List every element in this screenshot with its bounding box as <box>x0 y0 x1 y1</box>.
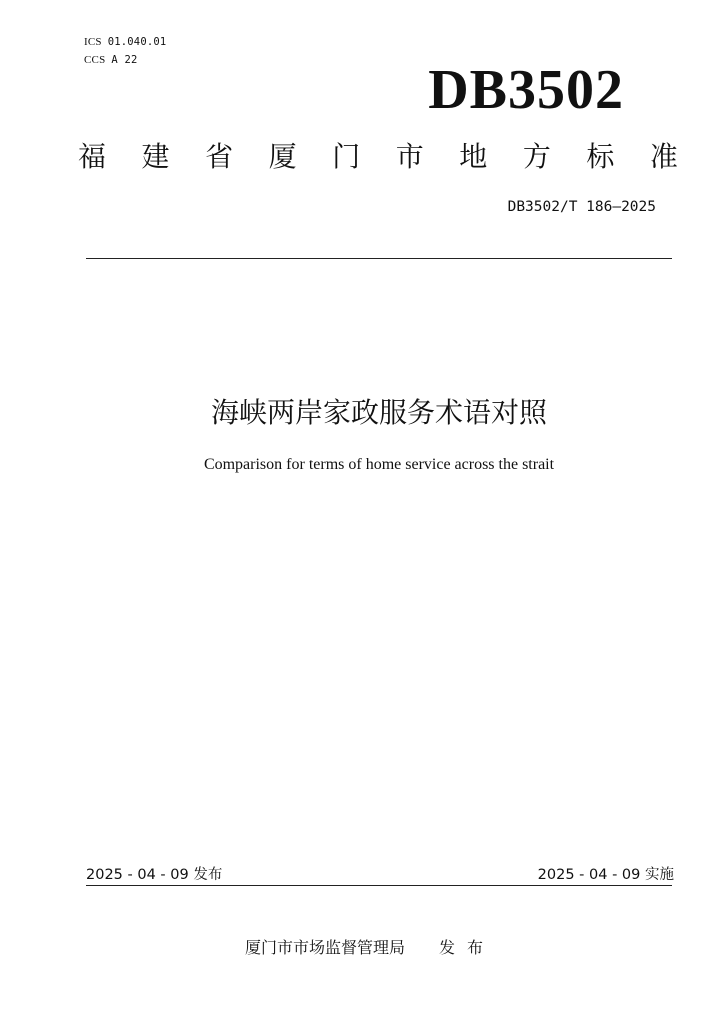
ics-value: 01.040.01 <box>107 36 167 48</box>
bottom-divider <box>86 885 672 886</box>
db-logo: DB3502 <box>428 59 624 121</box>
standard-number: DB3502/T 186—2025 <box>507 199 656 215</box>
standard-category <box>78 137 678 177</box>
document-title-chinese: 海峡两岸家政服务术语对照 <box>210 396 547 429</box>
category-char: 标 <box>586 140 615 173</box>
ics-code <box>84 36 166 48</box>
ccs-label: CCS <box>84 54 106 66</box>
ics-label: ICS <box>84 36 102 48</box>
issue-date: 2025 - 04 - 09 发布 <box>86 867 223 883</box>
category-char: 厦 <box>268 140 297 173</box>
implementation-date: 2025 - 04 - 09 实施 <box>537 867 674 883</box>
category-char: 准 <box>649 140 678 173</box>
ccs-value: A 22 <box>111 54 138 66</box>
ccs-code <box>84 54 138 66</box>
category-char: 福 <box>78 140 107 173</box>
publish-action: 发布 <box>439 938 496 957</box>
category-char: 市 <box>395 140 424 173</box>
category-char: 方 <box>522 140 551 173</box>
top-divider <box>86 258 672 259</box>
document-title-english: Comparison for terms of home service across the strait <box>203 456 555 473</box>
publisher-organization: 厦门市市场监督管理局 <box>244 938 405 957</box>
category-char: 建 <box>141 140 170 173</box>
category-char: 地 <box>459 140 488 173</box>
category-char: 省 <box>205 140 234 173</box>
category-char: 门 <box>332 140 361 173</box>
publisher <box>0 935 724 958</box>
